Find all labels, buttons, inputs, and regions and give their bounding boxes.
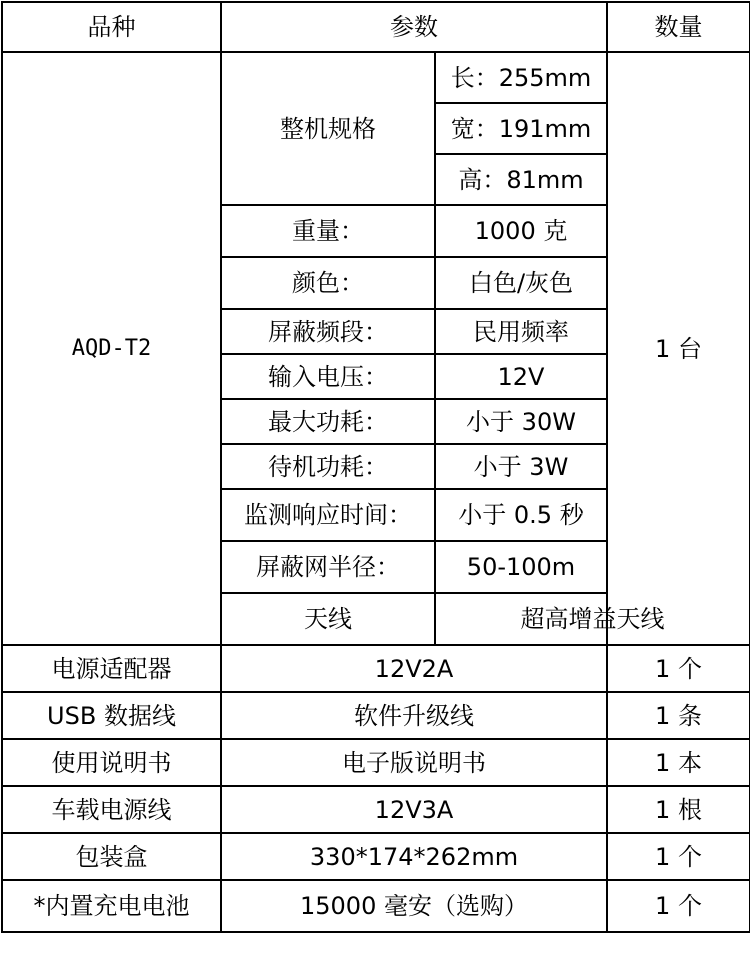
accessory-quantity: 1 个 [607, 880, 750, 932]
accessory-name: *内置充电电池 [2, 880, 221, 932]
dimensions-label: 整机规格 [221, 52, 435, 205]
accessory-quantity: 1 条 [607, 692, 750, 739]
accessory-param: 330*174*262mm [221, 833, 607, 880]
accessory-name: USB 数据线 [2, 692, 221, 739]
spec-label: 最大功耗： [221, 399, 435, 444]
table-row [2, 692, 750, 739]
table-row [2, 786, 750, 833]
dimension-width: 宽：191mm [435, 103, 607, 154]
spec-value: 小于 30W [435, 399, 607, 444]
dimension-height: 高：81mm [435, 154, 607, 205]
accessory-name: 天线 [221, 593, 435, 645]
spec-value: 白色/灰色 [435, 257, 607, 309]
accessory-param: 超高增益天线 [435, 593, 750, 645]
spec-label: 监测响应时间： [221, 489, 435, 541]
spec-label: 输入电压： [221, 354, 435, 399]
spec-label: 屏蔽网半径： [221, 541, 435, 593]
table-row [2, 739, 750, 786]
accessory-name: 电源适配器 [2, 645, 221, 692]
accessory-param: 12V3A [221, 786, 607, 833]
spec-value: 1000 克 [435, 205, 607, 257]
header-quantity: 数量 [607, 2, 750, 52]
spec-label: 待机功耗： [221, 444, 435, 489]
spec-label: 屏蔽频段： [221, 309, 435, 354]
accessory-quantity: 1 个 [607, 833, 750, 880]
dimension-length: 长：255mm [435, 52, 607, 103]
accessory-quantity: 1 根 [607, 786, 750, 833]
table-row [2, 833, 750, 880]
accessory-name: 包装盒 [2, 833, 221, 880]
header-variety: 品种 [2, 2, 221, 52]
accessory-param: 15000 毫安（选购） [221, 880, 607, 932]
accessory-name: 车载电源线 [2, 786, 221, 833]
spec-value: 12V [435, 354, 607, 399]
accessory-param: 12V2A [221, 645, 607, 692]
spec-value: 50-100m [435, 541, 607, 593]
table-row [2, 880, 750, 932]
main-quantity: 1 台 [607, 52, 750, 645]
table-row [2, 52, 750, 103]
header-params: 参数 [221, 2, 607, 52]
spec-value: 民用频率 [435, 309, 607, 354]
spec-table [1, 1, 750, 933]
accessory-param: 电子版说明书 [221, 739, 607, 786]
spec-label: 重量： [221, 205, 435, 257]
accessory-quantity: 1 本 [607, 739, 750, 786]
spec-label: 颜色： [221, 257, 435, 309]
header-row [2, 2, 750, 52]
model-cell: AQD-T2 [2, 52, 221, 645]
accessory-param: 软件升级线 [221, 692, 607, 739]
accessory-name: 使用说明书 [2, 739, 221, 786]
spec-value: 小于 3W [435, 444, 607, 489]
accessory-quantity: 1 个 [607, 645, 750, 692]
spec-value: 小于 0.5 秒 [435, 489, 607, 541]
table-row [2, 645, 750, 692]
